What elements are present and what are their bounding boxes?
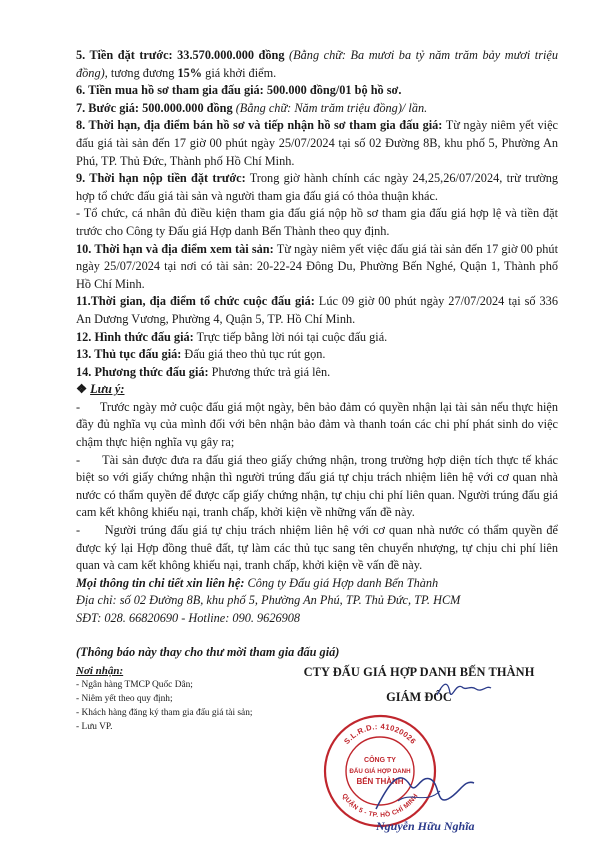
contact-phone: SĐT: 028. 66820690 - Hotline: 090. 9626908 bbox=[76, 611, 301, 625]
diamond-bullet-icon: ❖ bbox=[76, 382, 88, 397]
item-9: 9. Thời hạn nộp tiền đặt trước: Trong giờ hành chính các ngày 24,25,26/07/2024, trừ trường hợp tổ chức đấu giá tài sản và người tham gia đấu giá có thỏa thuận khác. bbox=[76, 171, 558, 203]
director-title: GIÁM ĐỐC bbox=[386, 690, 452, 704]
item-10: 10. Thời hạn và địa điểm xem tài sản: Từ ngày niêm yết việc đấu giá tài sản đến 17 giờ 00 phút ngày 25/07/2024 tại nơi có tài sản: 20-22-24 Đông Du, Phường Bến Nghé, Quận 1, Thành phố Hồ Chí Minh. bbox=[76, 241, 558, 291]
item-11: 11.Thời gian, địa điểm tổ chức cuộc đấu giá: Lúc 09 giờ 00 phút ngày 27/07/2024 tại số 336 An Dương Vương, Phường 4, Quận 5, TP. Hồ Chí Minh. bbox=[76, 294, 558, 326]
notes-heading: ❖ Lưu ý: bbox=[76, 382, 125, 397]
note-1: - Trước ngày mở cuộc đấu giá một ngày, bên bảo đảm có quyền nhận lại tài sản nếu thực hiện đầy đủ nghĩa vụ của mình đối với bên nhận bảo đảm và thanh toán các chi phí phát sinh do việc chậm thực hiện nghĩa vụ gây ra; bbox=[76, 399, 562, 450]
recipients-title: Nơi nhận: bbox=[76, 665, 124, 677]
item-9-note: - Tổ chức, cá nhân đủ điều kiện tham gia đấu giá nộp hồ sơ tham gia đấu giá hợp lệ và tiền đặt trước cho Công ty Đấu giá Hợp danh Bến Thành theo quy định. bbox=[76, 206, 558, 238]
svg-text:S.L.R.D.: 41020026 bbox=[342, 722, 418, 746]
contact-address: Địa chỉ: số 02 Đường 8B, khu phố 5, Phường An Phú, TP. Thủ Đức, TP. HCM bbox=[76, 593, 461, 608]
recipient-item: - Lưu VP. bbox=[76, 722, 113, 732]
stamp-line: CÔNG TY bbox=[364, 757, 396, 764]
document-body bbox=[76, 47, 562, 628]
document-footer bbox=[76, 645, 558, 833]
stamp-line: BẾN THÀNH bbox=[356, 777, 404, 786]
signature-block bbox=[284, 665, 554, 831]
recipients-block bbox=[76, 664, 271, 734]
signer-name: Nguyễn Hữu Nghĩa bbox=[376, 819, 475, 833]
company-name: CTY ĐẤU GIÁ HỢP DANH BẾN THÀNH bbox=[303, 665, 535, 679]
item-6: 6. Tiền mua hồ sơ tham gia đấu giá: 500.000 đồng/01 bộ hồ sơ. bbox=[76, 83, 402, 98]
note-3: - Người trúng đấu giá tự chịu trách nhiệm liên hệ với cơ quan nhà nước có thẩm quyền để được ký lại Hợp đồng thuê đất, tự làm các thủ tục sang tên chuyển nhượng, tự chịu chi phí liên quan và cam kết không khiếu nại, tranh chấp, khởi kiện về vấn đề này. bbox=[76, 523, 562, 573]
item-13: 13. Thủ tục đấu giá: Đấu giá theo thủ tục rút gọn. bbox=[76, 347, 326, 362]
contact-line-1: Mọi thông tin chi tiết xin liên hệ: Công ty Đấu giá Hợp danh Bến Thành bbox=[76, 575, 439, 590]
item-7: 7. Bước giá: 500.000.000 đồng (Bằng chữ: Năm trăm triệu đồng)/ lần. bbox=[76, 100, 428, 115]
note-2: - Tài sản được đưa ra đấu giá theo giấy chứng nhận, trong trường hợp diện tích thực tế khác biệt so với giấy chứng nhận thì người trúng đấu giá tự chịu trách nhiệm liên hệ với cơ quan nhà nước có thẩm quyền để được cấp giấy chứng nhận, tự chịu chi phí liên quan. Người trúng đấu giá cam kết không khiếu nại, tranh chấp, khởi kiện về những vấn đề này. bbox=[76, 452, 562, 520]
item-8: 8. Thời hạn, địa điểm bán hồ sơ và tiếp nhận hồ sơ tham gia đấu giá: Từ ngày niêm yết việc đấu giá tài sản đến 17 giờ 00 phút ngày 25/07/2024 tại số 02 Đường 8B, khu phố 5, Phường An Phú, TP. Thủ Đức, Thành phố Hồ Chí Minh. bbox=[76, 118, 558, 168]
recipient-item: - Niêm yết theo quy định; bbox=[76, 694, 173, 704]
notice-line: (Thông báo này thay cho thư mời tham gia đấu giá) bbox=[76, 645, 340, 659]
initial-scribble bbox=[434, 679, 494, 701]
recipient-item: - Khách hàng đăng ký tham gia đấu giá tài sản; bbox=[76, 708, 253, 718]
item-12: 12. Hình thức đấu giá: Trực tiếp bằng lời nói tại cuộc đấu giá. bbox=[76, 329, 388, 344]
stamp-top-text: S.L.R.D.: 41020026 bbox=[342, 721, 418, 746]
stamp-line: ĐẤU GIÁ HỢP DANH bbox=[349, 768, 411, 775]
item-5: 5. Tiền đặt trước: 33.570.000.000 đồng (Bằng chữ: Ba mươi ba tỷ năm trăm bảy mươi triệu đồng), tương đương 15% giá khởi điểm. bbox=[76, 48, 559, 80]
signature-scribble bbox=[370, 761, 480, 821]
recipient-item: - Ngân hàng TMCP Quốc Dân; bbox=[76, 680, 193, 690]
item-14: 14. Phương thức đấu giá: Phương thức trả giá lên. bbox=[76, 364, 331, 379]
stamp-bottom-text: QUẬN 5 - TP. HỒ CHÍ MINH bbox=[340, 792, 420, 820]
signature-area bbox=[284, 705, 554, 831]
